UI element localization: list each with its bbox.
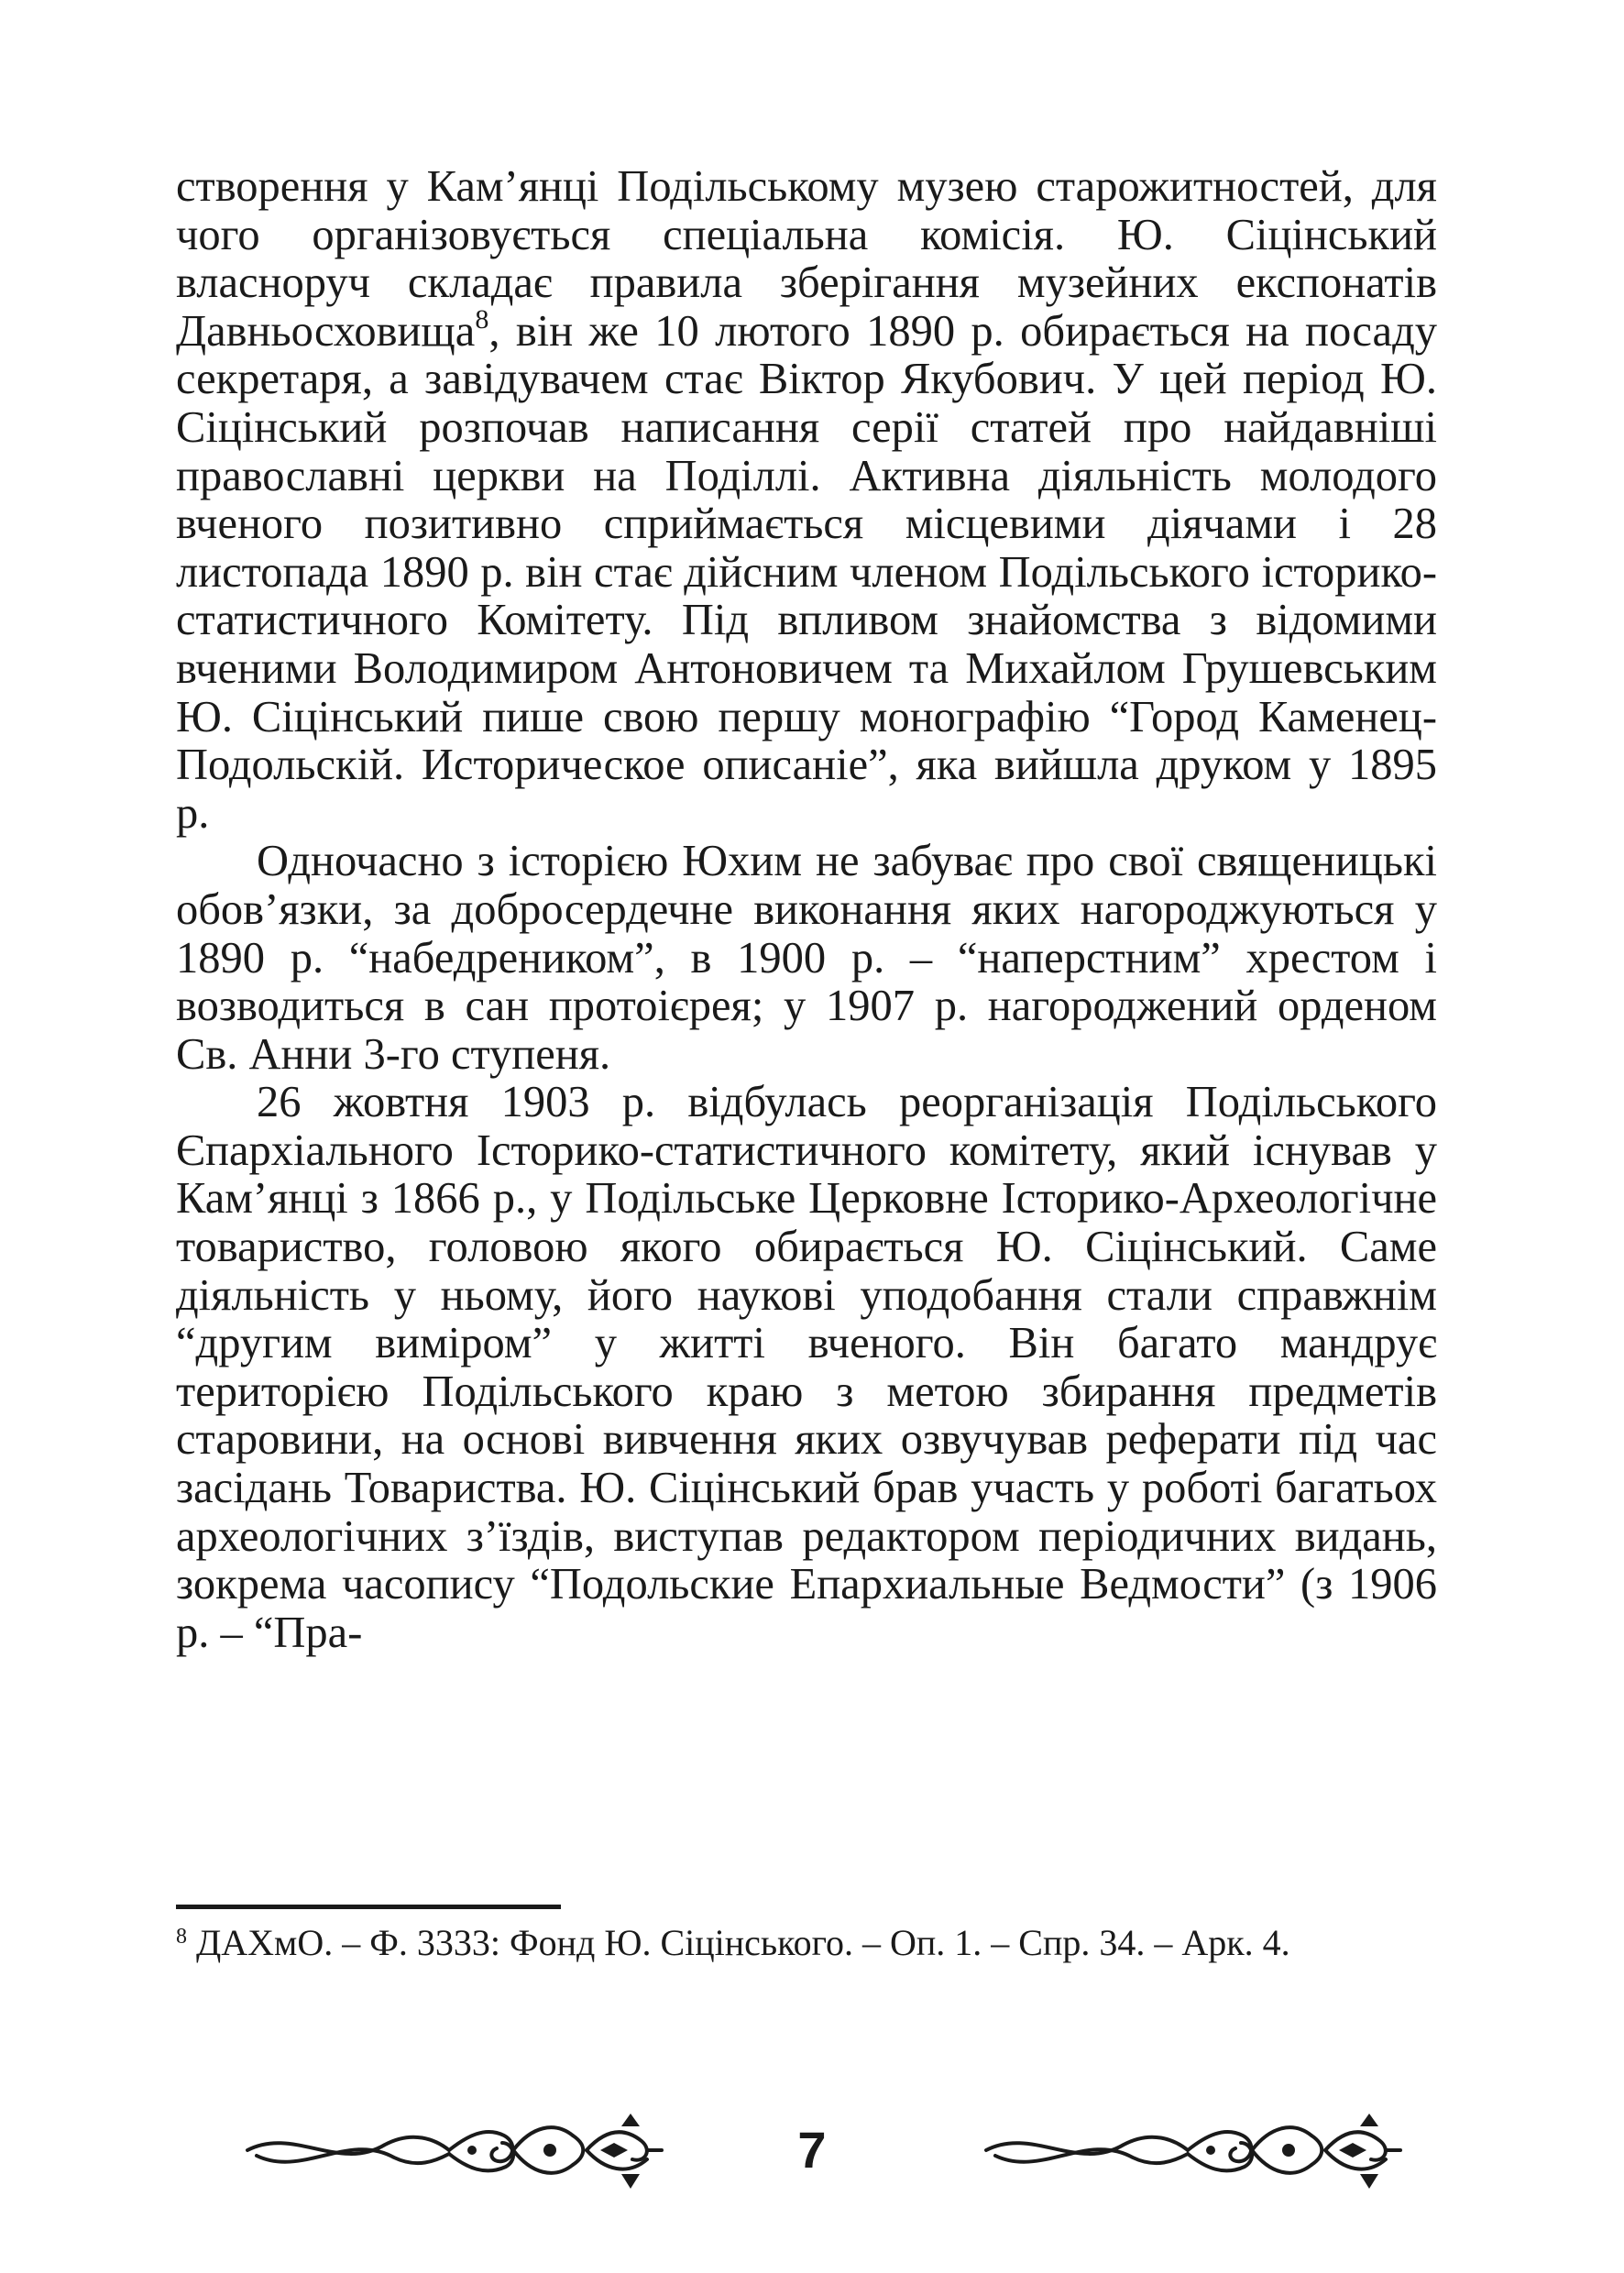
footnote	[176, 1921, 1437, 1965]
footnote-reference: 8	[475, 303, 489, 335]
body-text	[176, 163, 1437, 1657]
paragraph-2: Одночасно з історією Юхим не забуває про свої священицькі обов’язки, за добросердечне виконання яких нагороджуються у 1890 р. “набедреником”, в 1900 р. – “наперстним” хрестом і возводиться в сан протоієрея; у 1907 р. нагороджений орденом Св. Анни 3-го ступеня.	[176, 837, 1437, 1079]
page-number: 7	[797, 2121, 827, 2179]
paragraph-3: 26 жовтня 1903 р. відбулась реорганізація Подільського Єпархіального Історико-статистичного комітету, який існував у Кам’янці з 1866 р., у Подільське Церковне Історико-Археологічне товариство, головою якого обирається Ю. Сіцінський. Саме діяльність у ньому, його наукові уподобання стали справжнім “другим виміром” у житті вченого. Він багато мандрує територією Подільського краю з метою збирання предметів старовини, на основі вивчення яких озвучував реферати під час засідань Товариства. Ю. Сіцінський брав участь у роботі багатьох археологічних з’їздів, виступав редактором періодичних видань, зокрема часопису “Подольские Епархиальные Ведмости” (з 1906 р. – “Пра-	[176, 1078, 1437, 1657]
footnote-text: ДАХмО. – Ф. 3333: Фонд Ю. Сіцінського. – Оп. 1. – Спр. 34. – Арк. 4.	[187, 1922, 1290, 1963]
paragraph-1-continuation: , він же 10 лютого 1890 р. обирається на посаду секретаря, а завідувачем стає Віктор Якубович. У цей період Ю. Сіцінський розпочав написання серії статей про найдавніші православні церкви на Поділлі. Активна діяльність молодого вченого позитивно сприймається місцевими діячами і 28 листопада 1890 р. він стає дійсним членом Подільського історико-статистичного Комітету. Під впливом знайомства з відомими вченими Володимиром Антоновичем та Михайлом Грушевським Ю. Сіцінський пише свою першу монографію “Город Каменец-Подольскій. Историческое описаніе”, яка вийшла друком у 1895 р.	[176, 306, 1437, 838]
scroll-ornament-icon	[238, 2108, 669, 2192]
footnote-divider	[176, 1905, 561, 1909]
paragraph-1	[176, 163, 1437, 838]
scroll-ornament-icon	[977, 2108, 1408, 2192]
paragraph-1-text: створення у Кам’янці Подільському музею старожитностей, для чого організовується спеціальна комісія. Ю. Сіцінський власноруч складає правила зберігання музейних експонатів Давньосховища	[176, 162, 1437, 356]
footnote-marker: 8	[176, 1924, 187, 1949]
